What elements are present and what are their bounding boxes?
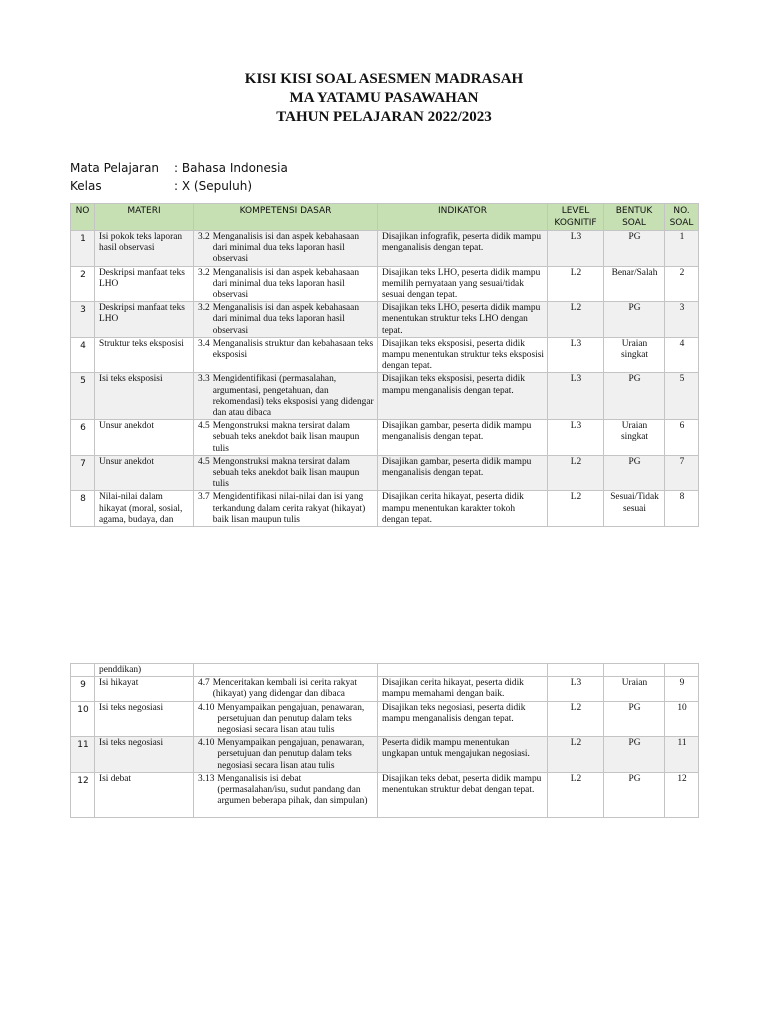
cell-materi: Isi hikayat (95, 677, 194, 701)
cell-kompetensi-dasar (194, 701, 378, 737)
subject-row (70, 159, 288, 177)
table-row (71, 266, 699, 302)
cell-no-soal: 7 (665, 455, 699, 491)
header-level-line2: KOGNITIF (554, 218, 597, 228)
cell-level: L2 (548, 701, 604, 737)
cell-bentuk: PG (604, 772, 665, 817)
title-line-3: TAHUN PELAJARAN 2022/2023 (276, 109, 492, 125)
class-value: : X (Sepuluh) (174, 179, 253, 193)
cell-kompetensi-dasar (194, 420, 378, 456)
kd-number: 4.5 (198, 456, 210, 467)
cell-materi: Unsur anekdot (95, 455, 194, 491)
cell-no: 9 (71, 677, 95, 701)
cell-no-soal: 3 (665, 302, 699, 338)
cell-level: L3 (548, 373, 604, 420)
cell-kompetensi-dasar (194, 337, 378, 373)
cell-no-soal: 9 (665, 677, 699, 701)
cell-materi: Struktur teks eksposisi (95, 337, 194, 373)
cell-indikator: Disajikan cerita hikayat, peserta didik mampu menentukan karakter tokoh dengan tepat. (378, 491, 548, 527)
cell-indikator: Peserta didik mampu menentukan ungkapan untuk mengajukan negosiasi. (378, 737, 548, 773)
kd-number: 3.2 (198, 303, 210, 314)
cell-kompetensi-dasar (194, 266, 378, 302)
cell-no (71, 664, 95, 677)
cell-level: L3 (548, 677, 604, 701)
cell-kompetensi-dasar (194, 455, 378, 491)
header-indikator: INDIKATOR (378, 204, 548, 231)
cell-materi: Unsur anekdot (95, 420, 194, 456)
cell-kompetensi-dasar (194, 664, 378, 677)
cell-indikator (378, 664, 548, 677)
table-row (71, 491, 699, 527)
table-header-row (71, 204, 699, 231)
header-no-soal (665, 204, 699, 231)
header-no: NO (71, 204, 95, 231)
kd-text: Mengidentifikasi nilai-nilai dan isi yang terkandung dalam cerita rakyat (hikayat) baik lisan maupun tulis (212, 492, 366, 525)
cell-kompetensi-dasar (194, 302, 378, 338)
cell-no-soal: 6 (665, 420, 699, 456)
cell-level: L3 (548, 337, 604, 373)
kd-text: Menceritakan kembali isi cerita rakyat (hikayat) yang didengar dan dibaca (212, 678, 357, 700)
cell-no-soal: 11 (665, 737, 699, 773)
cell-level (548, 664, 604, 677)
header-materi: MATERI (95, 204, 194, 231)
cell-level: L2 (548, 455, 604, 491)
kd-text: Mengidentifikasi (permasalahan, argumentasi, pengetahuan, dan rekomendasi) teks eksposisi yang didengar dan atau dibaca (212, 374, 374, 419)
cell-no: 12 (71, 772, 95, 817)
cell-no: 7 (71, 455, 95, 491)
cell-indikator: Disajikan teks negosiasi, peserta didik mampu menganalisis dengan tepat. (378, 701, 548, 737)
cell-bentuk: PG (604, 701, 665, 737)
cell-materi: Isi debat (95, 772, 194, 817)
header-kompetensi-dasar: KOMPETENSI DASAR (194, 204, 378, 231)
header-nosoal-line1: NO. (673, 206, 690, 216)
cell-materi: Isi pokok teks laporan hasil observasi (95, 231, 194, 267)
kd-text: Menganalisis struktur dan kebahasaan teks eksposisi (212, 338, 374, 361)
table-row (71, 373, 699, 420)
kd-number: 4.10 (198, 738, 215, 749)
cell-indikator: Disajikan gambar, peserta didik mampu menganalisis dengan tepat. (378, 455, 548, 491)
header-bentuk-soal (604, 204, 665, 231)
cell-bentuk: PG (604, 373, 665, 420)
cell-indikator: Disajikan cerita hikayat, peserta didik mampu memahami dengan baik. (378, 677, 548, 701)
table-row (71, 701, 699, 737)
title-line-2: MA YATAMU PASAWAHAN (289, 90, 479, 106)
table-row (71, 231, 699, 267)
cell-bentuk: Benar/Salah (604, 266, 665, 302)
cell-no: 3 (71, 302, 95, 338)
cell-indikator: Disajikan teks eksposisi, peserta didik mampu menentukan struktur teks eksposisi dengan tepat. (378, 337, 548, 373)
cell-materi: Deskripsi manfaat teks LHO (95, 266, 194, 302)
cell-indikator: Disajikan teks LHO, peserta didik mampu menentukan struktur teks LHO dengan tepat. (378, 302, 548, 338)
cell-no-soal: 8 (665, 491, 699, 527)
cell-no: 5 (71, 373, 95, 420)
cell-level: L2 (548, 772, 604, 817)
cell-no-soal: 4 (665, 337, 699, 373)
cell-no: 6 (71, 420, 95, 456)
document-title (0, 70, 768, 127)
document-meta (70, 159, 288, 195)
cell-no-soal: 2 (665, 266, 699, 302)
cell-bentuk: Sesuai/Tidak sesuai (604, 491, 665, 527)
subject-label: Mata Pelajaran (70, 161, 160, 175)
kd-number: 3.13 (198, 773, 215, 784)
kd-text: Menyampaikan pengajuan, penawaran, persetujuan dan penutup dalam teks negosiasi secara lisan atau tulis (217, 702, 365, 736)
cell-materi: Isi teks eksposisi (95, 373, 194, 420)
kd-text: Menyampaikan pengajuan, penawaran, persetujuan dan penutup dalam teks negosiasi secara lisan atau tulis (217, 738, 365, 771)
cell-bentuk (604, 664, 665, 677)
cell-kompetensi-dasar (194, 231, 378, 267)
header-level-line1: LEVEL (561, 206, 590, 216)
cell-bentuk: PG (604, 302, 665, 338)
cell-no-soal: 5 (665, 373, 699, 420)
cell-no-soal (665, 664, 699, 677)
cell-materi: penddikan) (95, 664, 194, 677)
cell-level: L2 (548, 737, 604, 773)
kd-number: 3.3 (198, 374, 210, 385)
cell-indikator: Disajikan teks eksposisi, peserta didik mampu menganalisis dengan tepat. (378, 373, 548, 420)
class-label: Kelas (70, 179, 102, 193)
cell-materi: Isi teks negosiasi (95, 737, 194, 773)
cell-no: 1 (71, 231, 95, 267)
cell-kompetensi-dasar (194, 677, 378, 701)
cell-level: L3 (548, 231, 604, 267)
class-row (70, 177, 288, 195)
cell-bentuk: Uraian singkat (604, 337, 665, 373)
table-row (71, 677, 699, 701)
cell-kompetensi-dasar (194, 737, 378, 773)
cell-indikator: Disajikan gambar, peserta didik mampu menganalisis dengan tepat. (378, 420, 548, 456)
cell-level: L2 (548, 302, 604, 338)
kd-number: 3.4 (198, 338, 210, 349)
cell-bentuk: PG (604, 231, 665, 267)
kd-number: 3.2 (198, 267, 210, 278)
subject-value: : Bahasa Indonesia (174, 161, 288, 175)
cell-materi: Deskripsi manfaat teks LHO (95, 302, 194, 338)
table-row (71, 302, 699, 338)
cell-no-soal: 1 (665, 231, 699, 267)
cell-level: L2 (548, 266, 604, 302)
table-row (71, 337, 699, 373)
cell-bentuk: Uraian singkat (604, 420, 665, 456)
cell-indikator: Disajikan teks LHO, peserta didik mampu memilih pernyataan yang sesuai/tidak sesuai dengan tepat. (378, 266, 548, 302)
kd-text: Menganalisis isi dan aspek kebahasaan dari minimal dua teks laporan hasil observasi (212, 232, 360, 265)
kd-number: 4.7 (198, 678, 210, 689)
cell-indikator: Disajikan teks debat, peserta didik mampu menentukan struktur debat dengan tepat. (378, 772, 548, 817)
header-bentuk-line2: SOAL (622, 218, 646, 228)
cell-bentuk: PG (604, 455, 665, 491)
cell-kompetensi-dasar (194, 373, 378, 420)
cell-level: L3 (548, 420, 604, 456)
cell-no: 11 (71, 737, 95, 773)
cell-level: L2 (548, 491, 604, 527)
table-row (71, 737, 699, 773)
cell-no: 4 (71, 337, 95, 373)
kd-number: 4.5 (198, 421, 210, 432)
kd-text: Menganalisis isi debat (permasalahan/isu, sudut pandang dan argumen beberapa pihak, dan simpulan) (217, 773, 368, 807)
kd-text: Mengonstruksi makna tersirat dalam sebuah teks anekdot baik lisan maupun tulis (212, 421, 360, 454)
kd-number: 4.10 (198, 702, 215, 713)
cell-bentuk: PG (604, 737, 665, 773)
grid-table-page-2 (70, 663, 699, 818)
cell-kompetensi-dasar (194, 772, 378, 817)
header-bentuk-line1: BENTUK (615, 206, 653, 216)
header-level-kognitif (548, 204, 604, 231)
cell-materi: Nilai-nilai dalam hikayat (moral, sosial, agama, budaya, dan (95, 491, 194, 527)
table-row (71, 772, 699, 817)
title-line-1: KISI KISI SOAL ASESMEN MADRASAH (244, 71, 524, 87)
cell-no: 2 (71, 266, 95, 302)
cell-materi: Isi teks negosiasi (95, 701, 194, 737)
cell-bentuk: Uraian (604, 677, 665, 701)
kd-text: Mengonstruksi makna tersirat dalam sebuah teks anekdot baik lisan maupun tulis (212, 456, 360, 490)
kd-text: Menganalisis isi dan aspek kebahasaan dari minimal dua teks laporan hasil observasi (212, 303, 360, 336)
cell-no-soal: 10 (665, 701, 699, 737)
table-row (71, 455, 699, 491)
header-nosoal-line2: SOAL (669, 218, 694, 228)
kd-text: Menganalisis isi dan aspek kebahasaan dari minimal dua teks laporan hasil observasi (212, 267, 360, 301)
cell-kompetensi-dasar (194, 491, 378, 527)
table-row (71, 664, 699, 677)
cell-no: 10 (71, 701, 95, 737)
cell-no-soal: 12 (665, 772, 699, 817)
cell-indikator: Disajikan infografik, peserta didik mampu menganalisis dengan tepat. (378, 231, 548, 267)
table-row (71, 420, 699, 456)
kd-number: 3.7 (198, 492, 210, 503)
kd-number: 3.2 (198, 232, 210, 242)
grid-table-page-1 (70, 203, 699, 527)
cell-no: 8 (71, 491, 95, 527)
